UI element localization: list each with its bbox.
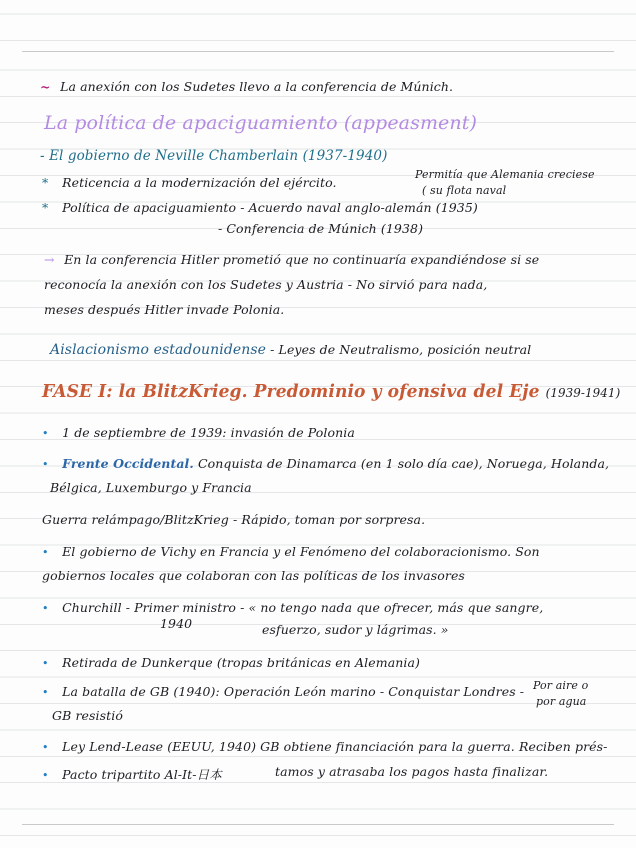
line-text: Retirada de Dunkerque (tropas británicas en Alemania) [62, 655, 421, 670]
line-text: 1 de septiembre de 1939: invasión de Polonia [62, 425, 355, 440]
dot-bullet-icon: • [42, 741, 49, 754]
line-munich [40, 79, 453, 94]
dot-bullet-icon: • [42, 686, 49, 699]
line-text: Churchill - Primer ministro - « no tengo nada que ofrecer, más que sangre, [62, 600, 544, 615]
churchill-year: 1940 [160, 616, 193, 631]
line-text: El gobierno de Vichy en Francia y el Fenómeno del colaboracionismo. Son [62, 544, 540, 559]
line-text: Ley Lend-Lease (EEUU, 1940) GB obtiene financiación para la guerra. Reciben prés- [62, 739, 608, 754]
line-hitler-1 [44, 252, 539, 267]
side-note-flota-1: Permitía que Alemania creciese [415, 168, 595, 181]
side-note-aire: Por aire o [533, 679, 589, 692]
dot-bullet-icon: • [42, 546, 49, 559]
top-margin-rule [22, 51, 614, 52]
line-chamberlain [40, 148, 387, 164]
line-text: Reticencia a la modernización del ejército. [62, 175, 337, 190]
fase-label: FASE I: la BlitzKrieg. Predominio y ofensiva del Eje [42, 381, 540, 402]
arrow-bullet-icon: → [44, 252, 55, 267]
line-text: La anexión con los Sudetes llevo a la conferencia de Múnich. [60, 79, 454, 94]
line-lend-lease [42, 739, 608, 754]
side-note-agua: por agua [536, 695, 587, 708]
bottom-margin-rule [22, 824, 614, 825]
line-text: En la conferencia Hitler prometió que no continuaría expandiéndose si se [64, 252, 540, 267]
line-pacto-tripartito [42, 765, 222, 783]
dot-bullet-icon: • [42, 458, 49, 471]
chamberlain-label: El gobierno de Neville Chamberlain [49, 148, 299, 164]
dot-bullet-icon: • [42, 657, 49, 670]
aislacionismo-rest: - Leyes de Neutralismo, posición neutral [270, 342, 532, 357]
line-text: Conquista de Dinamarca (en 1 solo día cae), Noruega, Holanda, [197, 456, 610, 471]
dash-bullet-icon: - [40, 148, 45, 164]
line-churchill [42, 600, 543, 615]
aislacionismo-label: Aislacionismo estadounidense [50, 342, 267, 358]
line-conferencia-munich: - Conferencia de Múnich (1938) [218, 221, 424, 236]
line-reticencia [42, 175, 337, 190]
line-text: La batalla de GB (1940): Operación León marino - Conquistar Londres - [62, 684, 525, 699]
tilde-bullet-icon: ~ [40, 79, 51, 94]
line-vichy-2: gobiernos locales que colaboran con las políticas de los invasores [42, 568, 465, 583]
line-blitzkrieg: Guerra relámpago/BlitzKrieg - Rápido, toman por sorpresa. [42, 512, 426, 527]
heading-fase-1 [42, 381, 620, 402]
chamberlain-dates: (1937-1940) [302, 148, 388, 164]
dot-bullet-icon: • [42, 427, 49, 440]
line-frente-occidental [42, 456, 609, 471]
line-batalla-gb [42, 684, 524, 699]
line-text: Política de apaciguamiento - Acuerdo naval anglo-alemán (1935) [62, 200, 478, 215]
side-note-flota-2: ( su flota naval [422, 184, 507, 197]
line-paises: Bélgica, Luxemburgo y Francia [50, 480, 252, 495]
star-bullet-icon: * [42, 175, 49, 190]
line-hitler-2: reconocía la anexión con los Sudetes y Austria - No sirvió para nada, [44, 277, 488, 292]
line-lend-lease-cont: tamos y atrasaba los pagos hasta finalizar. [275, 764, 549, 779]
star-bullet-icon: * [42, 200, 49, 215]
line-vichy-1 [42, 544, 540, 559]
line-polonia [42, 425, 355, 440]
fase-dates: (1939-1941) [545, 385, 621, 400]
line-gb-resistio: GB resistió [52, 708, 123, 723]
line-politica [42, 200, 478, 215]
line-dunkerque [42, 655, 420, 670]
line-aislacionismo [50, 342, 531, 358]
frente-label: Frente Occidental. [62, 456, 194, 471]
heading-appeasement: La política de apaciguamiento (appeasment) [44, 112, 477, 134]
line-hitler-3: meses después Hitler invade Polonia. [44, 302, 285, 317]
line-text: Pacto tripartito Al-It-日本 [62, 767, 222, 782]
dot-bullet-icon: • [42, 769, 49, 782]
line-churchill-quote: esfuerzo, sudor y lágrimas. » [262, 622, 449, 637]
dot-bullet-icon: • [42, 602, 49, 615]
